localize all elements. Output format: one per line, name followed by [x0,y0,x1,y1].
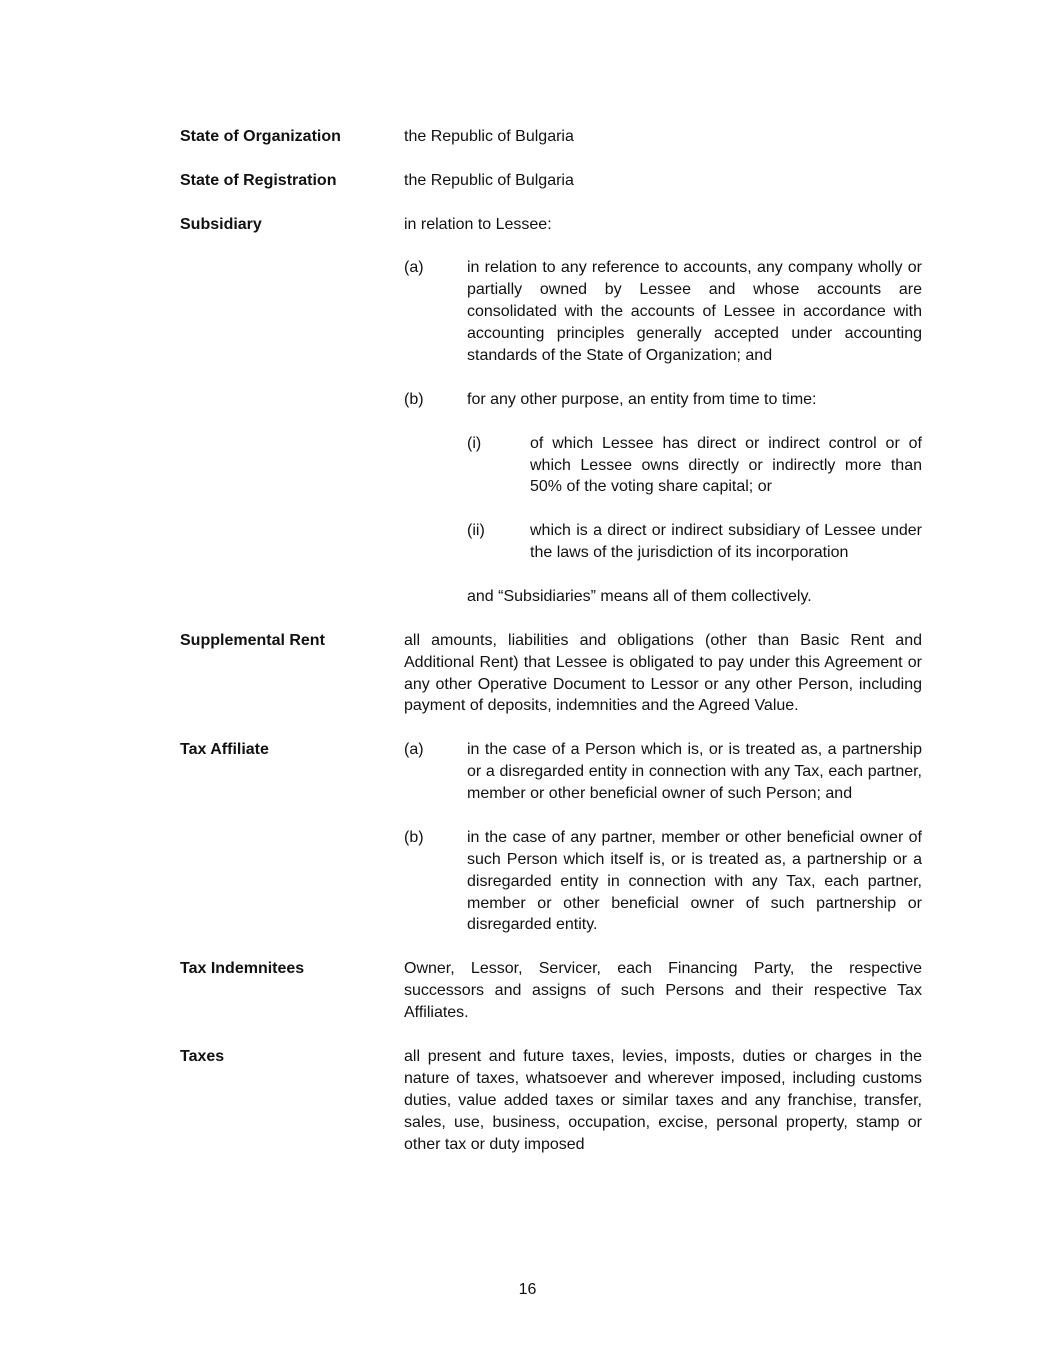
definition-tail-text: and “Subsidiaries” means all of them collectively. [467,587,812,605]
entry-taxes [180,1046,922,1177]
list-item-text: in the case of any partner, member or other beneficial owner of such Person which itself is, or is treated as, a partnership or a disregarded entity in connection with any Tax, each partner, member or other beneficial owner of such partnership or disregarded entity. [467,828,922,934]
term-label: Subsidiary [180,215,262,233]
list-item-b [404,827,922,958]
list-item-text: for any other purpose, an entity from time to time: [467,390,817,408]
definition-body [404,126,922,170]
definition-body [404,958,922,1046]
page-footer [0,1279,1055,1301]
term-label: Taxes [180,1047,225,1065]
definition-body [404,214,922,630]
term-label: Tax Indemnitees [180,960,305,978]
list-marker-b: (b) [404,390,424,408]
entry-state-of-organization [180,126,922,170]
entry-tax-indemnitees [180,958,922,1046]
sublist-item-text: of which Lessee has direct or indirect control or of which Lessee owns directly or indirectly more than 50% of the voting share capital; or [530,434,922,496]
definition-text: all present and future taxes, levies, imposts, duties or charges in the nature of taxes, whatsoever and wherever imposed, including customs duties, value added taxes or similar taxes and any franchise, transfer, sales, use, business, occupation, excise, personal property, stamp or other tax or duty imposed [404,1047,922,1153]
list-marker-a: (a) [404,741,424,759]
sublist-marker-i: (i) [467,434,482,452]
term-label: Supplemental Rent [180,631,325,649]
sublist-item-i [467,433,922,521]
list-item-text: in the case of a Person which is, or is treated as, a partnership or a disregarded entity in connection with any Tax, each partner, member or other beneficial owner of such Person; and [467,741,922,803]
definition-body [404,1046,922,1177]
definition-body [404,739,922,958]
definition-body [404,630,922,740]
term-label: State of Registration [180,171,337,189]
definition-body [404,170,922,214]
list-item-text: in relation to any reference to accounts, any company wholly or partially owned by Lessee and whose accounts are consolidated with the accounts of Lessee in accordance with accounting principles generally accepted under accounting standards of the State of Organization; and [467,259,922,365]
entry-subsidiary [180,214,922,630]
list-item-a [404,739,922,827]
list-item-b [404,389,922,433]
list-marker-b: (b) [404,828,424,846]
sublist-item-ii [467,520,922,586]
definition-intro-text: in relation to Lessee: [404,215,552,233]
entry-tax-affiliate [180,739,922,958]
entry-supplemental-rent [180,630,922,740]
entry-state-of-registration [180,170,922,214]
page-number: 16 [518,1281,537,1298]
definition-text: all amounts, liabilities and obligations (other than Basic Rent and Additional Rent) that Lessee is obligated to pay under this Agreement or any other Operative Document to Lessor or any other Person, including payment of deposits, indemnities and the Agreed Value. [404,631,922,715]
list-marker-a: (a) [404,259,424,277]
sublist-marker-ii: (ii) [467,522,485,540]
sublist-item-text: which is a direct or indirect subsidiary of Lessee under the laws of the jurisdiction of its incorporation [530,522,922,562]
term-label: State of Organization [180,128,341,145]
definitions-list [180,126,922,1177]
definition-text: the Republic of Bulgaria [404,128,574,145]
definition-text: Owner, Lessor, Servicer, each Financing Party, the respective successors and assigns of such Persons and their respective Tax Affiliates. [404,960,922,1022]
definition-text: the Republic of Bulgaria [404,171,574,189]
list-item-a [404,257,922,388]
term-label: Tax Affiliate [180,741,269,759]
